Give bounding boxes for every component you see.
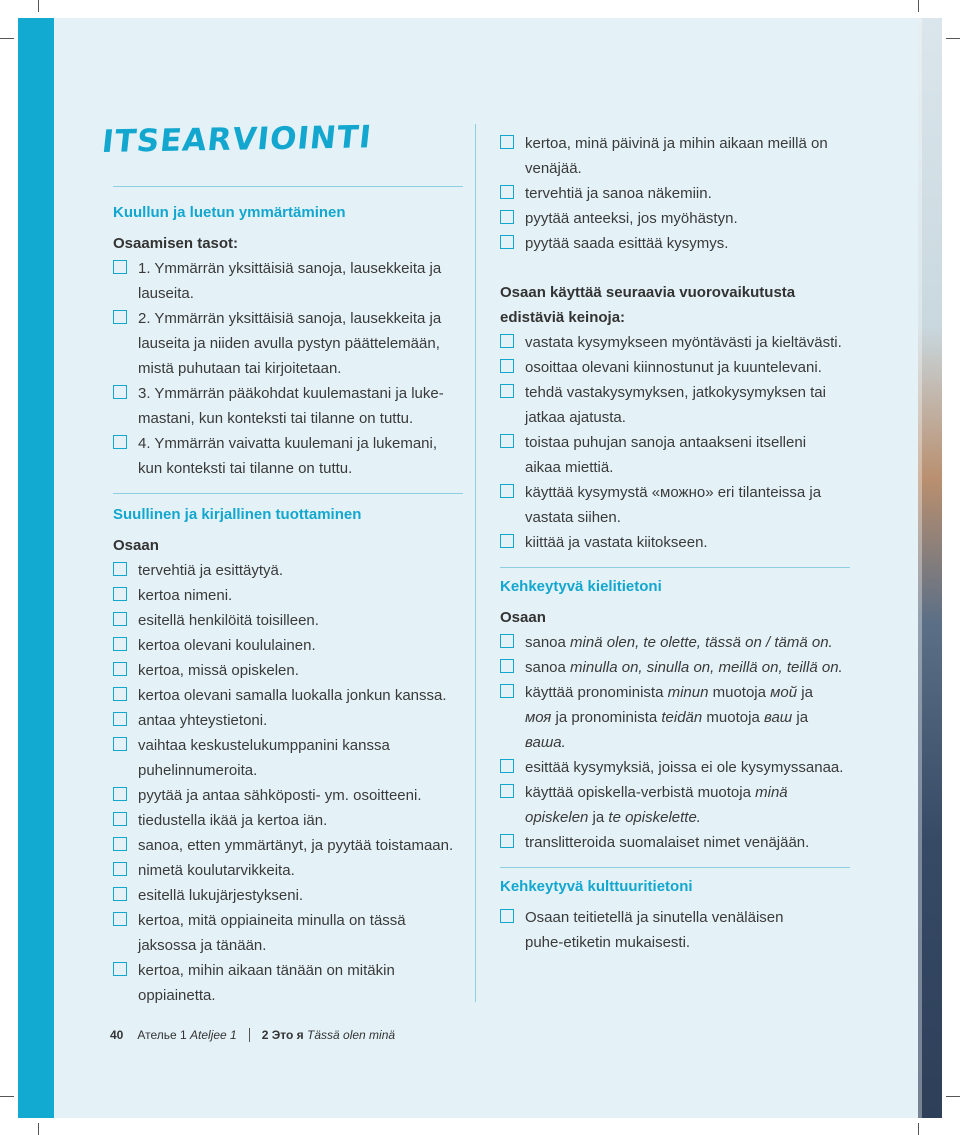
page-footer: [110, 1028, 395, 1042]
checklist-item: [113, 833, 463, 858]
osaan-subheading: Osaan: [113, 537, 159, 554]
checkbox[interactable]: [500, 434, 514, 448]
item-text: kertoa, mitä oppiaineita minulla on tässä jaksossa ja tänään.: [138, 912, 406, 954]
checkbox[interactable]: [500, 135, 514, 149]
section-heading-language: Kehkeytyvä kielitietoni: [500, 578, 662, 595]
checklist-item: [500, 780, 850, 830]
checkbox[interactable]: [500, 210, 514, 224]
item-text: tervehtiä ja sanoa näkemiin.: [525, 185, 712, 202]
checkbox[interactable]: [113, 737, 127, 751]
column-divider: [475, 124, 476, 1002]
levels-subheading: Osaamisen tasot:: [113, 235, 239, 252]
checkbox[interactable]: [500, 384, 514, 398]
interaction-heading: [500, 280, 850, 330]
checkbox[interactable]: [113, 637, 127, 651]
item-text: kertoa, mihin aikaan tänään on mitäkin oppiainetta.: [138, 962, 395, 1004]
checkbox[interactable]: [500, 784, 514, 798]
book-title-fi: Ateljee 1: [190, 1028, 237, 1042]
checklist-item: [113, 608, 463, 633]
item-text: 1. Ymmärrän yksittäisiä sanoja, lausekkeita ja lauseita.: [138, 260, 442, 302]
item-text: tervehtiä ja esittäytyä.: [138, 562, 284, 579]
chapter-title-ru: Это я: [271, 1028, 304, 1042]
right-column: [500, 131, 850, 955]
item-text: sanoa, etten ymmärtänyt, ja pyytää toistamaan.: [138, 837, 454, 854]
chapter-number: 2: [261, 1028, 269, 1042]
item-text: tehdä vastakysymyksen, jatkokysymyksen tai jatkaa ajatusta.: [525, 384, 826, 426]
crop-mark: [946, 38, 960, 39]
checklist-item: [500, 905, 850, 955]
checklist-item: [500, 131, 850, 181]
item-text: kertoa, minä päivinä ja mihin aikaan meillä on venäjää.: [525, 135, 828, 177]
checkbox[interactable]: [500, 235, 514, 249]
page-title: ITSEARVIOINTI: [100, 119, 374, 160]
checkbox[interactable]: [113, 435, 127, 449]
checklist-item: [500, 231, 850, 256]
checkbox[interactable]: [500, 634, 514, 648]
item-text: kertoa olevani samalla luokalla jonkun kanssa.: [138, 687, 447, 704]
checkbox[interactable]: [113, 887, 127, 901]
footer-separator: [249, 1028, 250, 1042]
checklist-item: [500, 680, 850, 755]
checklist-item: [113, 431, 463, 481]
checkbox[interactable]: [113, 962, 127, 976]
item-text: esittää kysymyksiä, joissa ei ole kysymyssanaa.: [525, 759, 844, 776]
checkbox[interactable]: [500, 834, 514, 848]
comprehension-list: [113, 256, 463, 481]
section-heading-comprehension: Kuullun ja luetun ymmärtäminen: [113, 204, 346, 221]
item-text: esitellä henkilöitä toisilleen.: [138, 612, 319, 629]
item-text: käyttää pronominista minun muotoja мой ja моя ja pronominista teidän muotoja ваш ja ваша.: [525, 684, 813, 751]
item-text: pyytää saada esittää kysymys.: [525, 235, 729, 252]
checkbox[interactable]: [500, 759, 514, 773]
checklist-item: [113, 633, 463, 658]
page-number: 40: [110, 1028, 124, 1042]
checklist-item: [113, 381, 463, 431]
item-text: sanoa minulla on, sinulla on, meillä on, teillä on.: [525, 659, 843, 676]
item-text: Osaan teitietellä ja sinutella venäläisen puhe-etiketin mukaisesti.: [525, 909, 784, 951]
checkbox[interactable]: [113, 587, 127, 601]
checklist-item: [500, 206, 850, 231]
item-text: translitteroida suomalaiset nimet venäjään.: [525, 834, 810, 851]
checkbox[interactable]: [113, 912, 127, 926]
item-text: käyttää kysymystä «можно» eri tilanteissa ja vastata siihen.: [525, 484, 822, 526]
checklist-item: [113, 683, 463, 708]
checkbox[interactable]: [500, 359, 514, 373]
checklist-item: [500, 655, 850, 680]
item-text: kiittää ja vastata kiitokseen.: [525, 534, 708, 551]
item-text: esitellä lukujärjestykseni.: [138, 887, 304, 904]
checklist-item: [113, 858, 463, 883]
checklist-item: [113, 583, 463, 608]
checklist-item: [500, 380, 850, 430]
checkbox[interactable]: [113, 862, 127, 876]
section-heading-culture: Kehkeytyvä kulttuuritietoni: [500, 878, 693, 895]
osaan-subheading: Osaan: [500, 609, 546, 626]
checkbox[interactable]: [113, 612, 127, 626]
item-text: 3. Ymmärrän pääkohdat kuulemastani ja luke- mastani, kun konteksti tai tilanne on tuttu.: [138, 385, 444, 427]
checklist-item: [500, 830, 850, 855]
checkbox[interactable]: [113, 687, 127, 701]
item-text: nimetä koulutarvikkeita.: [138, 862, 295, 879]
item-text: pyytää ja antaa sähköposti- ym. osoitteeni.: [138, 787, 422, 804]
checkbox[interactable]: [500, 684, 514, 698]
item-text: antaa yhteystietoni.: [138, 712, 268, 729]
checkbox[interactable]: [113, 787, 127, 801]
checklist-item: [113, 808, 463, 833]
checkbox[interactable]: [113, 812, 127, 826]
item-text: kertoa olevani koululainen.: [138, 637, 316, 654]
checklist-item: [113, 256, 463, 306]
crop-mark: [918, 0, 919, 12]
item-text: osoittaa olevani kiinnostunut ja kuuntelevani.: [525, 359, 822, 376]
checklist-item: [500, 530, 850, 555]
production-list-continued: [500, 131, 850, 256]
item-text: pyytää anteeksi, jos myöhästyn.: [525, 210, 738, 227]
crop-mark: [38, 0, 39, 12]
book-title-ru: Ательe 1: [137, 1028, 187, 1042]
checkbox[interactable]: [113, 837, 127, 851]
item-text: käyttää opiskella-verbistä muotoja minä opiskelen ja te opiskelette.: [525, 784, 788, 826]
crop-mark: [946, 1096, 960, 1097]
checkbox[interactable]: [500, 185, 514, 199]
item-text: vastata kysymykseen myöntävästi ja kieltävästi.: [525, 334, 842, 351]
checklist-item: [500, 330, 850, 355]
item-text: kertoa nimeni.: [138, 587, 233, 604]
checkbox[interactable]: [500, 334, 514, 348]
item-text: vaihtaa keskustelukumppanini kanssa puhelinnumeroita.: [138, 737, 390, 779]
crop-mark: [0, 1096, 14, 1097]
checklist-item: [113, 306, 463, 381]
item-text: sanoa minä olen, te olette, tässä on / tämä on.: [525, 634, 833, 651]
chapter-title-fi: Tässä olen minä: [307, 1028, 396, 1042]
left-column: [113, 186, 463, 1008]
photo-edge: [918, 18, 942, 1118]
production-list: [113, 558, 463, 1008]
checklist-item: [113, 958, 463, 1008]
item-text: 4. Ymmärrän vaivatta kuulemani ja lukemani, kun konteksti tai tilanne on tuttu.: [138, 435, 438, 477]
checklist-item: [113, 708, 463, 733]
checklist-item: [500, 630, 850, 655]
checklist-item: [500, 181, 850, 206]
checkbox[interactable]: [113, 385, 127, 399]
checklist-item: [113, 883, 463, 908]
checklist-item: [113, 733, 463, 783]
checkbox[interactable]: [113, 712, 127, 726]
checkbox[interactable]: [113, 310, 127, 324]
checkbox[interactable]: [500, 659, 514, 673]
interaction-heading-line2: edistäviä keinoja:: [500, 309, 626, 326]
checkbox[interactable]: [113, 562, 127, 576]
interaction-heading-line1: Osaan käyttää seuraavia vuorovaikutusta: [500, 284, 796, 301]
checklist-item: [500, 480, 850, 530]
checklist-item: [113, 783, 463, 808]
crop-mark: [918, 1123, 919, 1135]
section-heading-production: Suullinen ja kirjallinen tuottaminen: [113, 506, 362, 523]
checkbox[interactable]: [113, 260, 127, 274]
checklist-item: [113, 908, 463, 958]
interaction-list: [500, 330, 850, 555]
crop-mark: [38, 1123, 39, 1135]
blue-margin-strip: [18, 18, 54, 1118]
checklist-item: [113, 558, 463, 583]
item-text: toistaa puhujan sanoja antaakseni itselleni aikaa miettiä.: [525, 434, 807, 476]
checkbox[interactable]: [500, 909, 514, 923]
item-text: 2. Ymmärrän yksittäisiä sanoja, lausekkeita ja lauseita ja niiden avulla pystyn päättelemään, mistä puhutaan tai kirjoitetaan.: [138, 310, 442, 377]
checkbox[interactable]: [500, 484, 514, 498]
checklist-item: [113, 658, 463, 683]
item-text: kertoa, missä opiskelen.: [138, 662, 299, 679]
checkbox[interactable]: [500, 534, 514, 548]
checkbox[interactable]: [113, 662, 127, 676]
checklist-item: [500, 355, 850, 380]
item-text: tiedustella ikää ja kertoa iän.: [138, 812, 328, 829]
checklist-item: [500, 755, 850, 780]
crop-mark: [0, 38, 14, 39]
checklist-item: [500, 430, 850, 480]
